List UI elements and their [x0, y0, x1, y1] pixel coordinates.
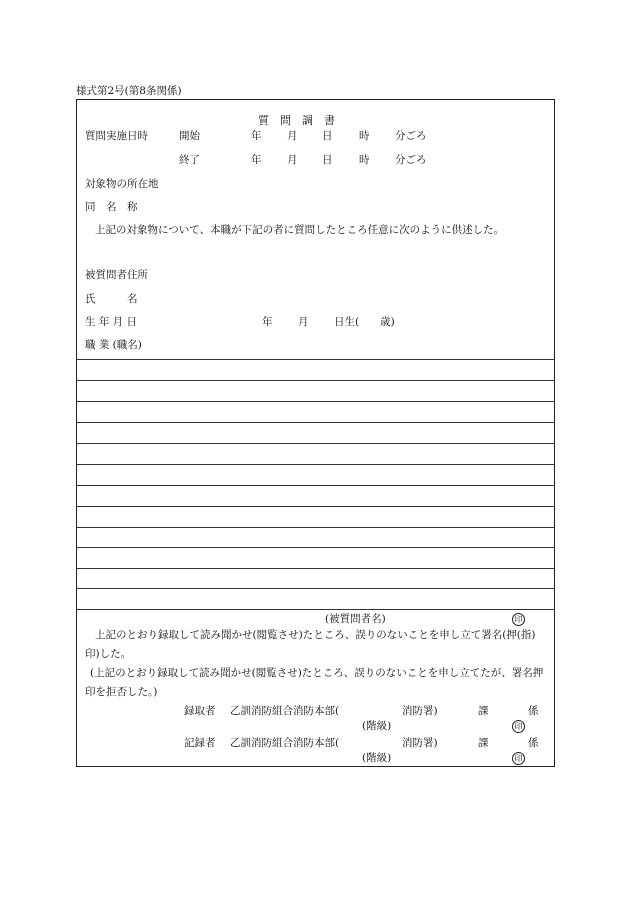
- start-hour-unit: 時: [359, 130, 370, 142]
- occupation-label: 職 業 (職名): [85, 339, 142, 351]
- ruled-line: [77, 547, 554, 548]
- end-minute-unit: 分ごろ: [395, 154, 427, 166]
- ruled-line: [77, 380, 554, 381]
- end-label: 終了: [179, 154, 200, 166]
- seal-mark: 印: [512, 720, 525, 733]
- start-day-unit: 日: [322, 130, 333, 142]
- end-month-unit: 月: [287, 154, 298, 166]
- location-label: 対象物の所在地: [85, 178, 159, 190]
- recorder2-agency: 乙訓消防組合消防本部(: [230, 737, 340, 749]
- respondent-signature-label: (被質問者名): [325, 613, 386, 625]
- start-minute-unit: 分ごろ: [395, 130, 427, 142]
- respondent-name-label: 氏 名: [85, 293, 138, 305]
- seal-mark: 印: [512, 752, 525, 765]
- recorder2-station: 消防署): [402, 737, 438, 749]
- start-month-unit: 月: [287, 130, 298, 142]
- dob-day-age: 日生( 歳): [334, 316, 395, 328]
- recorder2-staff: 係: [528, 737, 539, 749]
- datetime-label: 質問実施日時: [85, 130, 148, 142]
- footer-paragraph-signed: 上記のとおり録取して読み聞かせ(閲覧させ)たところ、誤りのないことを申し立て署名(押(指)印)した。: [85, 629, 536, 660]
- ruled-line: [77, 609, 554, 610]
- dob-year-unit: 年: [262, 316, 273, 328]
- dob-month-unit: 月: [298, 316, 309, 328]
- recorder1-section: 課: [478, 705, 489, 717]
- ruled-line: [77, 588, 554, 589]
- form-frame: [76, 99, 555, 767]
- recorder1-rank: (階級): [362, 720, 392, 732]
- start-year-unit: 年: [251, 130, 262, 142]
- ruled-line: [77, 443, 554, 444]
- recorder1-role: 録取者: [184, 705, 216, 717]
- start-label: 開始: [179, 130, 200, 142]
- ruled-line: [77, 464, 554, 465]
- statement-paragraph: 上記の対象物について、本職が下記の者に質問したところ任意に次のように供述した。: [95, 224, 505, 236]
- end-hour-unit: 時: [359, 154, 370, 166]
- recorder2-rank: (階級): [362, 752, 392, 764]
- recorder1-station: 消防署): [402, 705, 438, 717]
- ruled-line: [77, 401, 554, 402]
- ruled-line: [77, 485, 554, 486]
- seal-mark: 印: [512, 613, 525, 626]
- ruled-line: [77, 422, 554, 423]
- facility-name-label: 同 名 称: [85, 201, 138, 213]
- footer-paragraph-refused: (上記のとおり録取して読み聞かせ(閲覧させ)たところ、誤りのないことを申し立てたが、署名押印を拒否した。): [85, 667, 544, 698]
- recorder2-section: 課: [478, 737, 489, 749]
- ruled-line: [77, 359, 554, 360]
- recorder2-role: 記録者: [184, 737, 216, 749]
- ruled-line: [77, 527, 554, 528]
- form-title: 質 問 調 書: [258, 114, 335, 127]
- end-year-unit: 年: [251, 154, 262, 166]
- dob-label: 生 年 月 日: [85, 316, 138, 328]
- ruled-line: [77, 568, 554, 569]
- recorder1-staff: 係: [528, 705, 539, 717]
- recorder1-agency: 乙訓消防組合消防本部(: [230, 705, 340, 717]
- respondent-address-label: 被質問者住所: [85, 269, 148, 281]
- form-number: 様式第2号(第8条関係): [76, 85, 182, 97]
- ruled-line: [77, 506, 554, 507]
- end-day-unit: 日: [322, 154, 333, 166]
